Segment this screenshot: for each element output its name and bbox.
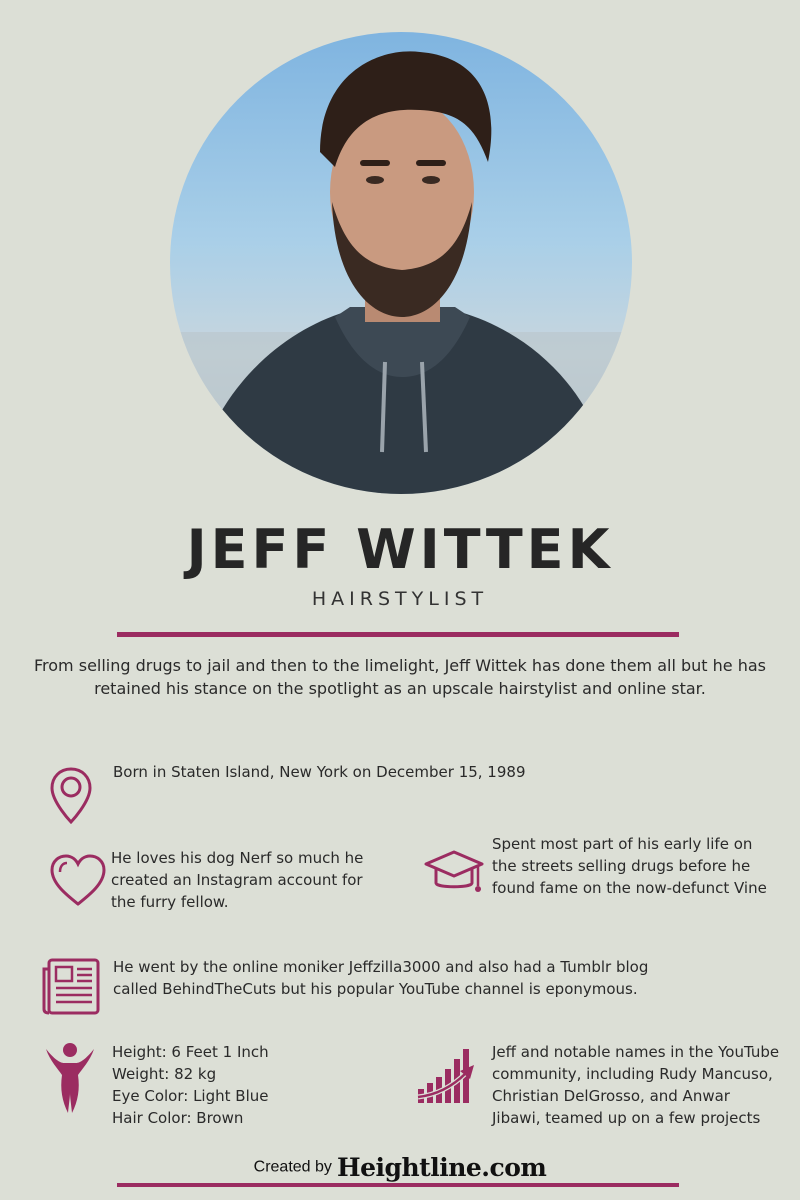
fact-moniker: He went by the online moniker Jeffzilla3000 and also had a Tumblr blog called BehindTheCuts but his popular YouTube channel is eponymous. [113,958,649,998]
growth-chart-icon [416,1045,482,1107]
divider-top [117,632,679,637]
heart-icon [48,852,108,908]
footer-credit [0,1153,800,1182]
fact-collab: Jeff and notable names in the YouTube community, including Rudy Mancuso, Christian DelGrosso, and Anwar Jibawi, teamed up on a few projects [492,1043,780,1127]
stat-hair-color: Hair Color: Brown [112,1109,244,1127]
intro-text: From selling drugs to jail and then to the limelight, Jeff Wittek has done them all but he has retained his stance on the spotlight as an upscale hairstylist and online star. [34,656,766,698]
person-figure-icon [44,1041,96,1115]
location-pin-icon [49,766,93,826]
divider-bottom [117,1183,679,1187]
stat-height: Height: 6 Feet 1 Inch [112,1043,269,1061]
fact-stats [112,1041,372,1129]
fact-early-life: Spent most part of his early life on the streets selling drugs before he found fame on the now-defunct Vine [492,835,767,897]
fact-dog: He loves his dog Nerf so much he created an Instagram account for the furry fellow. [111,849,364,911]
created-by-label: Created by [253,1158,332,1176]
brand-link[interactable]: Heightline.com [337,1153,547,1182]
person-role: HAIRSTYLIST [311,588,489,610]
graduation-cap-icon [424,848,484,898]
stat-eye-color: Eye Color: Light Blue [112,1087,269,1105]
profile-photo [170,32,632,494]
person-name: JEFF WITTEK [186,518,614,581]
fact-birth: Born in Staten Island, New York on December 15, 1989 [113,763,526,781]
newspaper-icon [41,957,101,1017]
stat-weight: Weight: 82 kg [112,1065,217,1083]
